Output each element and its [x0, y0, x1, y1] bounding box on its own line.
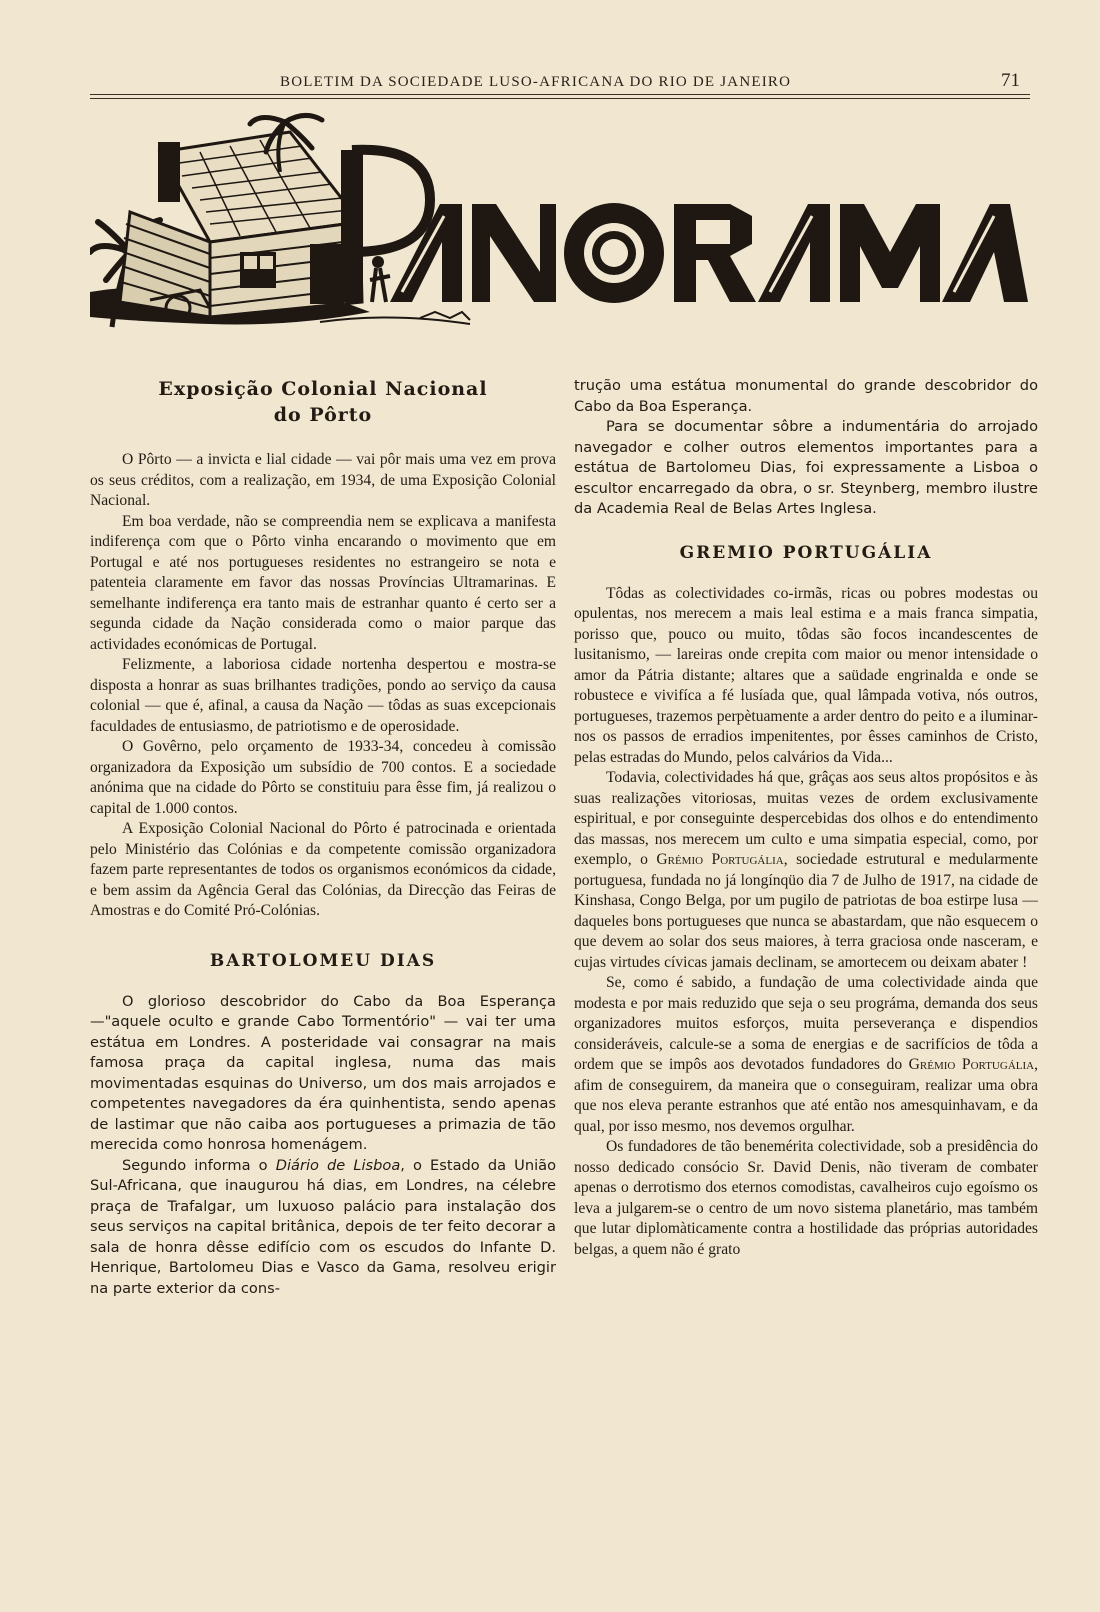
page-number: 71 [1001, 70, 1020, 91]
bartolomeu-heading: BARTOLOMEU DIAS [209, 950, 437, 971]
gremio-paragraph: Os fundadores de tão benemérita colectividade, sob a presidência do nosso dedicado consócio Sr. David Denis, não tiveram de combater apenas o derrotismo dos eternos comodistas, cavalheiros cujo egoísmo os leva a julgarem-se o centro de um novo sistema planetário, mas também que lutar diplomàticamente contra a hostilidade das próprias autoridades belgas, a quem não é grato [574, 1138, 1038, 1258]
gremio-paragraph-3: Se, como é sabido, a fundação de uma colectividade ainda que modesta e por mais reduzido que seja o seu prográma, demanda dos seus organizadores muitos esforços, muita perseverança e dispendios consideráveis, calcule-se a soma de energias e de sacrifícios de tôda a ordem que se impôs aos devotados fundadores do Grémio Portugália, afim de conseguirem, da maneira que o conseguiram, realizar uma obra que nos eleva perante estranhos que até então nos amesquinhavam, e da qual, por isso mesmo, nos devemos orgulhar. [574, 974, 1038, 1135]
bartolomeu-paragraph-2: Segundo informa o Diário de Lisboa, o Estado da União Sul-Africana, que inaugurou há dias, em Londres, na célebre praça de Trafalgar, um luxuoso palácio para instalação dos seus serviços na capital britânica, depois de ter feito decorar a sala de honra dêsse edifício com os escudos do Infante D. Henrique, Bartolomeu Dias e Vasco da Gama, resolveu erigir na parte exterior da cons- [90, 1156, 556, 1297]
exposicao-paragraph: O Govêrno, pelo orçamento de 1933-34, concedeu à comissão organizadora da Exposição um subsídio de 700 contos. E a sociedade anónima que na cidade do Pôrto se constituiu para êsse fim, já realizou o capital de 1.000 contos. [90, 738, 556, 817]
gremio-name: Grémio Portugália [908, 1056, 1035, 1073]
panorama-title-lettering [90, 112, 1030, 362]
header-rule-double [90, 98, 1030, 99]
gremio-heading: GREMIO PORTUGÁLIA [679, 542, 933, 563]
panorama-masthead [90, 112, 1030, 362]
bartolomeu-paragraph: Para se documentar sôbre a indumentária do arrojado navegador e colher outros elementos importantes para a estátua de Bartolomeu Dias, foi expressamente a Lisboa o escultor encarregado da obra, o sr. Steynberg, membro ilustre da Academia Real de Belas Artes Inglesa. [574, 418, 1038, 517]
exposicao-paragraph: A Exposição Colonial Nacional do Pôrto é patrocinada e orientada pelo Ministério das Colónias e da competente comissão organizadora fazem parte representantes de todos os organismos económicos da cidade, e bem assim da Agência Geral das Colónias, da Direcção das Feiras de Amostras e do Comité Pró-Colónias. [90, 820, 556, 919]
bartolomeu-paragraph: O glorioso descobridor do Cabo da Boa Esperança —"aquele oculto e grande Cabo Tormentório" — vai ter uma estátua em Londres. A posteridade vai consagrar na mais famosa praça da capital inglesa, numa das mais movimentadas esquinas do Universo, um dos mais arrojados e competentes navegadores da éra quinhentista, sendo apenas de lastimar que não caiba aos portugueses a primazia de tão merecida como honrosa homenágem. [90, 992, 556, 1153]
exposicao-heading-line1: Exposição Colonial Nacional [158, 378, 488, 400]
gremio-name: Grémio Portugália [656, 851, 784, 868]
gremio-paragraph-2: Todavia, colectividades há que, grâças aos seus altos propósitos e às suas realizações vitoriosas, muitas vezes de ordem exclusivamente espiritual, e por conseguinte despercebidas dos olhos e do entendimento das massas, nos merecem um culto e uma simpatia especial, como, por exemplo, o Grémio Portugália, sociedade estrutural e medularmente portuguesa, fundada no já longínqüo dia 7 de Julho de 1917, na cidade de Kinshasa, Congo Belga, por um pugilo de patriotas de boa estirpe lusa — daqueles bons portugueses que nunca se abastardam, que não esquecem o que devem ao solar dos seus maiores, à terra graciosa onde nasceram, e cujas virtudes cívicas jamais declinam, se amortecem ou deixam abater ! [574, 769, 1038, 971]
gremio-paragraph: Tôdas as colectividades co-irmãs, ricas ou pobres modestas ou opulentas, nos merecem a mais leal estima e a mais franca simpatia, porisso que, pouco ou muito, tôdas são focos incandescentes de lusitanismo, — lareiras onde crepita com maior ou menor intensidade o amor da Pátria distante; altares que a saüdade engrinalda e onde se robustece e vivifíca a fé lusíada que, qual lâmpada votiva, nós outros, portugueses, trazemos perpètuamente a arder dentro do peito e a iluminar-nos os passos de erradios impenitentes, por êsses caminhos de Cristo, pelas estradas do Mundo, pelos calvários da Vida... [574, 584, 1038, 766]
exposicao-paragraph: O Pôrto — a invicta e lial cidade — vai pôr mais uma vez em prova os seus créditos, com a realização, em 1934, de uma Exposição Colonial Nacional. [90, 451, 556, 509]
running-head [90, 70, 1050, 96]
exposicao-heading [90, 376, 556, 428]
right-column [574, 376, 1038, 1260]
diario-de-lisboa-title: Diário de Lisboa [275, 1156, 401, 1174]
bartolomeu-continuation: trução uma estátua monumental do grande descobridor do Cabo da Boa Esperança. [574, 377, 1038, 415]
left-column [90, 376, 556, 1299]
running-title: BOLETIM DA SOCIEDADE LUSO-AFRICANA DO RIO DE JANEIRO [280, 74, 792, 90]
exposicao-heading-line2: do Pôrto [273, 404, 373, 426]
exposicao-paragraph: Em boa verdade, não se compreendia nem se explicava a manifesta indiferença com que o Pôrto vinha encarando o movimento que em Portugal e até nos portugueses residentes no estrangeiro se nota e patenteia claramente em favor das nossas Províncias Ultramarinas. E semelhante indiferença era tanto mais de estranhar quanto é certo ser a segunda cidade da Nação considerada como o maior parque das actividades económicas de Portugal. [90, 512, 556, 653]
exposicao-paragraph: Felizmente, a laboriosa cidade nortenha despertou e mostra-se disposta a honrar as suas brilhantes tradições, pondo ao serviço da causa colonial — que é, afinal, a causa da Nação — tôdas as suas excepcionais faculdades de entusiasmo, de patriotismo e de operosidade. [90, 656, 556, 735]
header-rule [90, 94, 1030, 95]
